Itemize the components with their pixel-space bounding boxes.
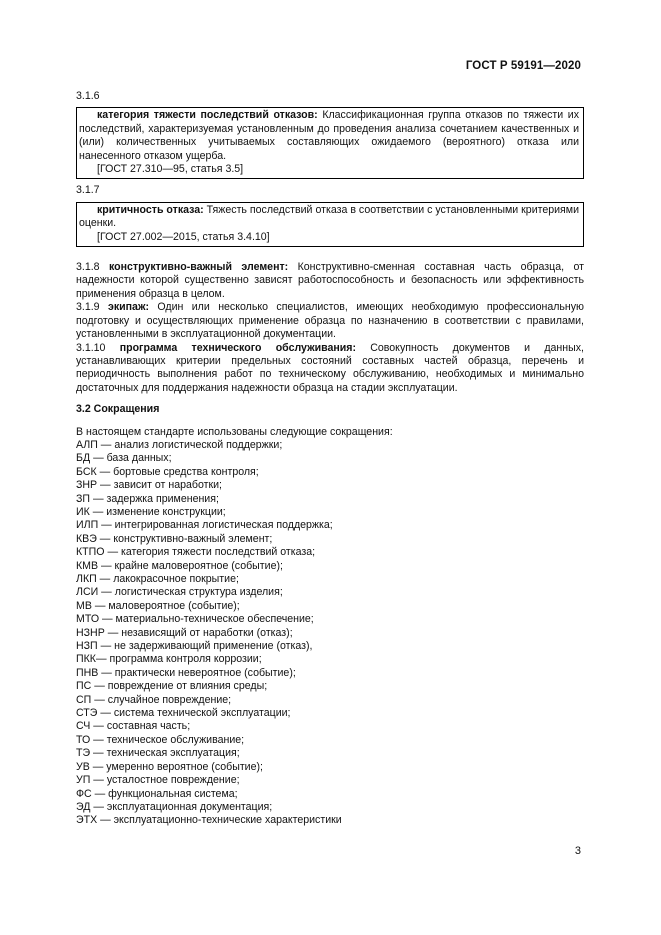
abbreviation-item: ИЛП — интегрированная логистическая поддержка; [76, 519, 333, 532]
term-3-1-6: категория тяжести последствий отказов: [97, 109, 318, 122]
page-number: 3 [574, 845, 581, 857]
section-number-3-1-7: 3.1.7 [76, 184, 100, 197]
definition-text-3-1-7: Тяжесть последствий отказа в соответствии с установленными критериями оценки. [79, 203, 579, 230]
section-number-3-1-6: 3.1.6 [76, 90, 100, 102]
abbreviation-item: КВЭ — конструктивно-важный элемент; [76, 532, 273, 545]
definition-text-3-1-8: Конструктивно-сменная составная часть образца, от надежности которой существенно зависят работоспособность и безопасность или эффективность применения образца в целом. [76, 261, 584, 300]
term-3-1-7: критичность отказа: [97, 203, 204, 216]
definition-3-1-6 [79, 109, 579, 163]
abbreviation-item: СЧ — составная часть; [76, 720, 191, 733]
abbreviations-list [76, 439, 584, 828]
definition-3-1-10 [76, 342, 584, 396]
abbreviation-item: ЭД — эксплуатационная документация; [76, 800, 273, 813]
abbreviation-item: КТПО — категория тяжести последствий отказа; [76, 546, 316, 559]
abbreviation-item: УП — усталостное повреждение; [76, 774, 240, 787]
term-3-1-9: экипаж: [107, 301, 149, 314]
abbreviation-item: НЗП — не задерживающий применение (отказ), [76, 640, 313, 653]
reference-3-1-6: [ГОСТ 27.310—95, статья 3.5] [97, 163, 244, 176]
abbreviation-item: НЗНР — независящий от наработки (отказ); [76, 626, 293, 639]
abbreviation-item: ПС — повреждение от влияния среды; [76, 680, 268, 693]
definition-text-3-1-6: Классификационная группа отказов по тяжести их последствий, характеризуемая установленным до проведения анализа сочетанием качественных и (или) количественных учитываемых составляющих ожидаемого (вероятного) отказа или нанесенного отказом ущерба. [79, 109, 579, 162]
abbreviation-item: ЗП — задержка применения; [76, 492, 219, 505]
abbreviation-item: ТЭ — техническая эксплуатация; [76, 747, 240, 760]
abbreviation-item: ЭТХ — эксплуатационно-технические характеристики [76, 814, 342, 827]
abbreviation-item: ЛСИ — логистическая структура изделия; [76, 586, 283, 599]
abbreviation-item: МВ — маловероятное (событие); [76, 599, 240, 612]
definition-text-3-1-9: Один или несколько специалистов, имеющих необходимую профессиональную подготовку и осуществляющих применение образца по назначению в соответствии с правилами, установленными в эксплуатационной документации. [76, 301, 584, 341]
definition-3-1-9 [76, 301, 584, 341]
document-content [76, 90, 584, 828]
reference-3-1-7: [ГОСТ 27.002—2015, статья 3.4.10] [97, 230, 270, 243]
definition-3-1-8 [76, 261, 584, 301]
quoted-definition-box-3-1-6 [76, 107, 584, 179]
abbreviation-item: СТЭ — система технической эксплуатации; [76, 707, 291, 720]
abbreviation-item: ТО — техническое обслуживание; [76, 733, 245, 746]
section-heading-3-2: 3.2 Сокращения [76, 403, 160, 416]
definition-text-3-1-10: Совокупность документов и данных, устанавливающих критерии предельных состояний составных частей образца, перечень и периодичность выполнения работ по техническому обслуживанию, необходимых и минимально достаточных для поддержания надежности образца на стадии эксплуатации. [76, 341, 584, 394]
abbreviation-item: АЛП — анализ логистической поддержки; [76, 438, 283, 451]
abbreviation-item: ЛКП — лакокрасочное покрытие; [76, 573, 239, 585]
definition-3-1-7 [79, 204, 579, 231]
abbreviation-item: ПКК— программа контроля коррозии; [76, 653, 262, 666]
quoted-definition-box-3-1-7 [76, 202, 584, 247]
section-number-3-1-8: 3.1.8 [76, 261, 109, 274]
term-3-1-10: программа технического обслуживания: [119, 341, 356, 354]
term-3-1-8: конструктивно-важный элемент: [109, 261, 289, 274]
abbreviation-item: УВ — умеренно вероятное (событие); [76, 760, 263, 773]
abbreviation-item: КМВ — крайне маловероятное (событие); [76, 559, 283, 572]
abbreviation-item: ЗНР — зависит от наработки; [76, 479, 222, 492]
abbreviation-item: ПНВ — практически невероятное (событие); [76, 666, 296, 679]
abbreviation-item: МТО — материально-техническое обеспечение; [76, 613, 314, 626]
abbreviation-item: ФС — функциональная система; [76, 787, 238, 800]
abbreviation-item: СП — случайное повреждение; [76, 693, 232, 706]
abbreviation-item: ИК — изменение конструкции; [76, 505, 226, 518]
abbreviations-intro: В настоящем стандарте использованы следующие сокращения: [76, 425, 393, 438]
abbreviation-item: БД — база данных; [76, 452, 172, 465]
section-number-3-1-10: 3.1.10 [76, 341, 120, 354]
standard-header: ГОСТ Р 59191—2020 [465, 60, 581, 72]
section-number-3-1-9: 3.1.9 [76, 301, 108, 314]
abbreviation-item: БСК — бортовые средства контроля; [76, 465, 259, 478]
